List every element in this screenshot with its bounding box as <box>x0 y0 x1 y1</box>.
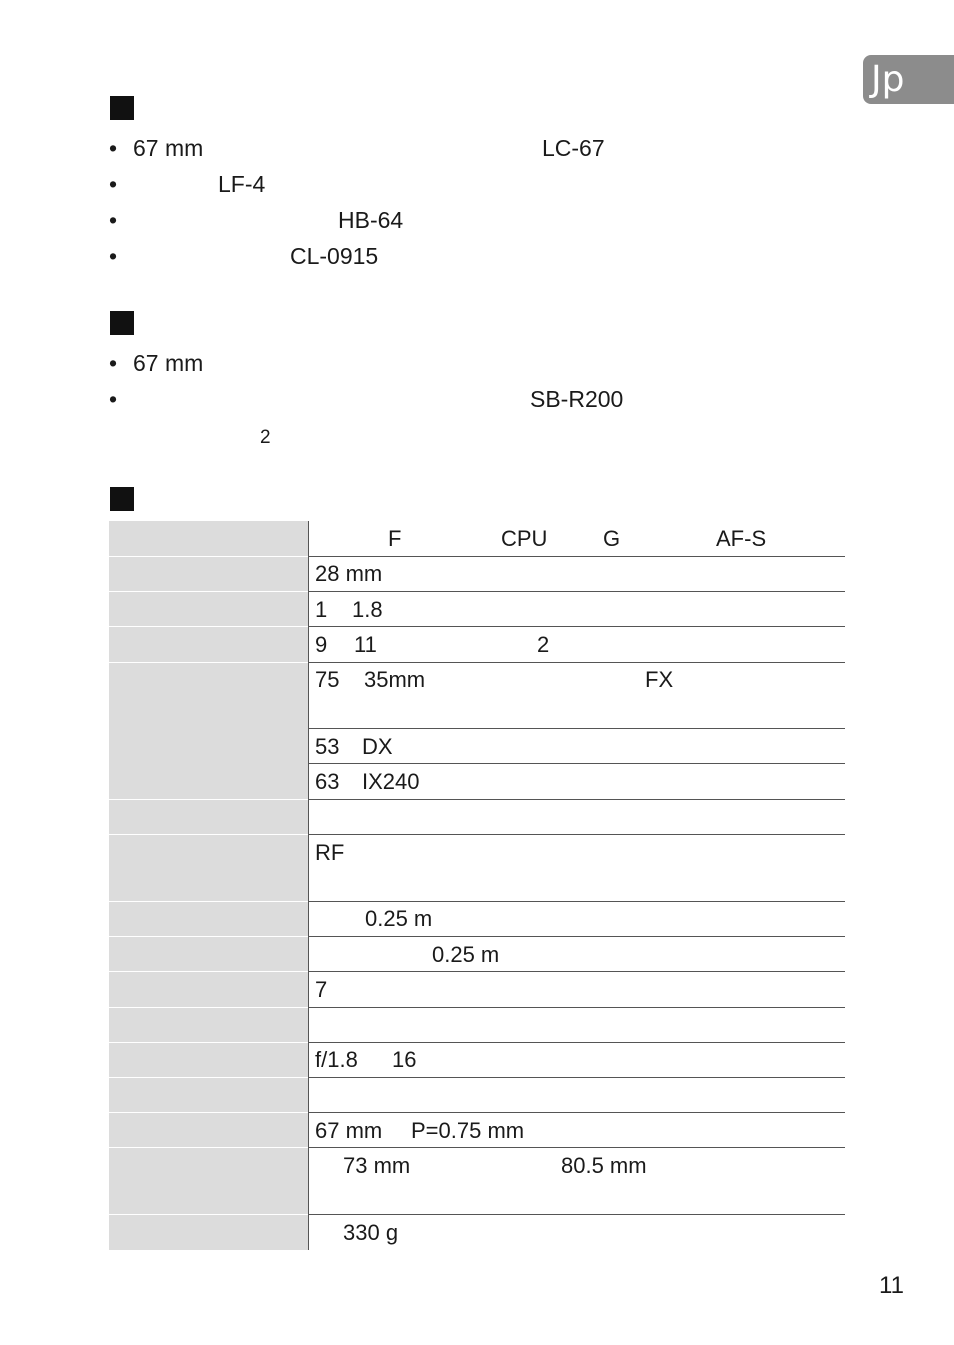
spec-construction: 2 <box>537 632 550 657</box>
section-marker-accessories <box>110 96 134 120</box>
optional-flash-model: SB-R200 <box>530 386 624 412</box>
spec-angle-fx: 35mm <box>364 667 426 692</box>
column-divider <box>308 521 309 1250</box>
row-divider <box>309 1007 845 1008</box>
spec-aperture: 1.8 <box>352 597 383 622</box>
spec-aperture-range: f/1.8 <box>315 1047 358 1072</box>
spec-angle-fx: 75 <box>315 667 340 692</box>
row-divider <box>109 1112 308 1113</box>
row-divider <box>309 1147 845 1148</box>
row-divider <box>309 662 845 663</box>
spec-angle-ix240: IX240 <box>362 769 420 794</box>
spec-dimensions: 80.5 mm <box>561 1153 647 1178</box>
row-divider <box>309 1214 845 1215</box>
page-number: 11 <box>879 1272 904 1299</box>
spec-weight: 330 g <box>343 1220 399 1245</box>
row-divider <box>309 728 845 729</box>
row-divider <box>309 799 845 800</box>
spec-construction: 9 <box>315 632 328 657</box>
row-divider <box>109 591 308 592</box>
row-divider <box>109 626 308 627</box>
row-divider <box>309 834 845 835</box>
row-divider <box>109 662 308 663</box>
spec-aperture: 1 <box>315 597 328 622</box>
spec-filter-size: 67 mm <box>315 1118 383 1143</box>
spec-min-focus-mf: 0.25 m <box>432 942 500 967</box>
spec-focusing: RF <box>315 840 345 865</box>
spec-dimensions: 73 mm <box>343 1153 411 1178</box>
section-marker-optional <box>110 311 134 335</box>
row-divider <box>309 936 845 937</box>
row-divider <box>309 1042 845 1043</box>
accessory-rear-cap-model: LF-4 <box>218 171 266 197</box>
spec-angle-fx: FX <box>645 667 674 692</box>
spec-mount-value: F <box>388 526 402 551</box>
spec-aperture-range: 16 <box>392 1047 417 1072</box>
row-divider <box>109 971 308 972</box>
spec-construction: 11 <box>354 632 377 657</box>
row-divider <box>109 556 308 557</box>
row-divider <box>309 901 845 902</box>
row-divider <box>309 763 845 764</box>
bullet: • <box>109 243 118 269</box>
spec-focal-length: 28 mm <box>315 561 383 586</box>
label-column <box>109 521 308 1250</box>
row-divider <box>109 834 308 835</box>
row-divider <box>309 1112 845 1113</box>
accessory-hood-model: HB-64 <box>338 207 404 233</box>
accessory-lens-cap-size: 67 mm <box>133 135 204 161</box>
spec-mount-value: G <box>603 526 621 551</box>
bullet: • <box>109 350 118 376</box>
row-divider <box>109 901 308 902</box>
accessory-lens-cap-model: LC-67 <box>542 135 605 161</box>
language-tab-label: Jp <box>871 59 905 100</box>
row-divider <box>309 971 845 972</box>
row-divider <box>109 1042 308 1043</box>
spec-angle-ix240: 63 <box>315 769 340 794</box>
spec-min-focus: 0.25 m <box>365 906 433 931</box>
spec-diaphragm-blades: 7 <box>315 977 328 1002</box>
row-divider <box>309 591 845 592</box>
spec-angle-dx: DX <box>362 734 393 759</box>
accessory-case-model: CL-0915 <box>290 243 379 269</box>
spec-angle-dx: 53 <box>315 734 340 759</box>
section-marker-specs <box>110 487 134 511</box>
row-divider <box>309 556 845 557</box>
row-divider <box>309 626 845 627</box>
optional-note: 2 <box>260 427 271 448</box>
spec-mount-value: CPU <box>501 526 548 551</box>
bullet: • <box>109 207 118 233</box>
row-divider <box>109 1147 308 1148</box>
spec-mount-value: AF-S <box>716 526 767 551</box>
specifications-table <box>109 521 845 1250</box>
bullet: • <box>109 135 118 161</box>
row-divider <box>109 1077 308 1078</box>
row-divider <box>109 1214 308 1215</box>
bullet: • <box>109 386 118 412</box>
language-tab <box>863 55 954 104</box>
spec-filter-size: P=0.75 mm <box>411 1118 525 1143</box>
row-divider <box>109 936 308 937</box>
row-divider <box>109 799 308 800</box>
optional-filter-size: 67 mm <box>133 350 204 376</box>
bullet: • <box>109 171 118 197</box>
row-divider <box>309 1077 845 1078</box>
row-divider <box>109 1007 308 1008</box>
